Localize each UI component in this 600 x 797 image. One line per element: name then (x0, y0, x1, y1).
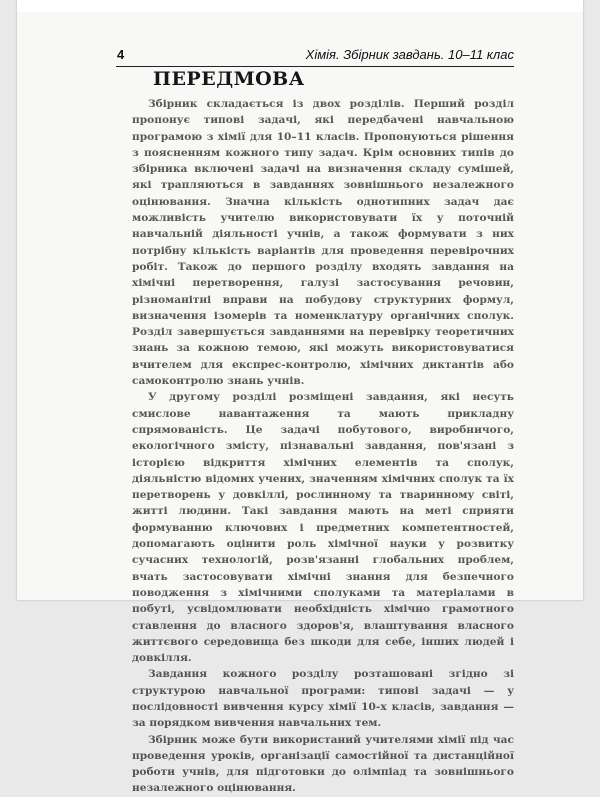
paragraph: Збірник може бути використаний учителями хімії під час проведення уроків, організації самостійної та дистанційної роботи учнів, для підготовки до олімпіад та зовнішнього незалежного оцінювання. (132, 733, 514, 795)
section-heading: ПЕРЕДМОВА (153, 68, 305, 90)
running-title: Хімія. Збірник завдань. 10–11 клас (305, 47, 514, 62)
body-text (132, 96, 514, 797)
book-page (17, 0, 583, 795)
top-strip (17, 0, 583, 12)
paragraph: У другому розділі розміщені завдання, які несуть смислове навантаження та мають прикладну спрямованість. Це задачі побутового, виробничого, екологічного змісту, пізнавальні завдання, пов'язані з історією відкриття хімічних елементів та сполук, діяльністю відомих учених, значенням хімічних сполук та їх перетворень у довкіллі, рослинному та тваринному світі, житті людини. Такі завдання мають на меті сприяти формуванню ключових і предметних компетентностей, допомагають оцінити роль хімічної науки у розвитку сучасних технологій, розв'язанні глобальних проблем, вчать застосовувати хімічні знання для безпечного поводження з хімічними сполуками та матеріалами в побуті, усвідомлювати необхідність хімічно грамотного ставлення до власного здоров'я, влаштування власного життєвого середовища без шкоди для себе, інших людей і довкілля. (132, 391, 514, 665)
paragraph: Збірник складається із двох розділів. Перший розділ пропонує типові задачі, які передбачені навчальною програмою з хімії для 10–11 класів. Пропонуються рішення з поясненням кожного типу задач. Крім основних типів до збірника включені задачі на визначення складу сумішей, які трапляються в завданнях зовнішнього незалежного оцінювання. Значна кількість однотипних задач дає можливість учителю використовувати їх у поточній навчальній діяльності учнів, а також формувати з них потрібну кількість варіантів для проведення перевірочних робіт. Також до першого розділу входять завдання на хімічні перетворення, галузі застосування речовин, різноманітні вправи на побудову структурних формул, визначення ізомерів та номенклатуру органічних сполук. Розділ завершується завданнями на перевірку теоретичних знань за кожною темою, які можуть використовуватися вчителем для експрес-контролю, хімічних диктантів або самоконтролю знань учнів. (132, 98, 514, 388)
paragraph: Завдання кожного розділу розташовані згідно зі структурою навчальної програми: типові задачі — у послідовності вивчення курсу хімії 10-х класів, завдання — за порядком вивчення навчальних тем. (132, 668, 514, 730)
running-header (116, 44, 514, 67)
page-number: 4 (117, 47, 125, 62)
